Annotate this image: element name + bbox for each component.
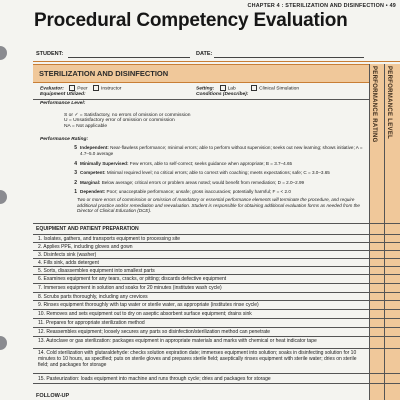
evaluator-row	[40, 85, 121, 91]
checklist-item: 8. Scrubs parts thoroughly, including any crevices	[38, 294, 148, 300]
checklist-item: 15. Pasteurization: loads equipment into machine and runs through cycle; dries and packages for storage	[38, 376, 271, 382]
equipment-utilized-label: Equipment Utilized:	[40, 92, 86, 97]
performance-rating-header: PERFORMANCE RATING	[371, 66, 377, 143]
rating-number: 3	[74, 170, 77, 176]
evaluator-label: Evaluator:	[40, 86, 64, 92]
page-title: Procedural Competency Evaluation	[34, 10, 348, 31]
rating-name: Marginal:	[80, 180, 101, 185]
equipment-section-title: EQUIPMENT AND PATIENT PREPARATION	[36, 226, 139, 232]
instructor-checkbox[interactable]	[93, 85, 99, 91]
chapter-header: CHAPTER 4 : STERILIZATION AND DISINFECTION • 49	[247, 3, 396, 9]
date-label: DATE:	[196, 51, 213, 57]
level-line: S or ✓ = Satisfactory, no errors of omission or commission	[64, 113, 191, 118]
performance-rating-label: Performance Rating:	[40, 137, 89, 142]
date-field[interactable]	[214, 57, 364, 58]
binder-hole	[0, 46, 7, 60]
rating-column-line	[369, 64, 370, 400]
rating-desc: Minimal required level; no critical errors; able to correct with coaching; meets expectations; safe; C = 3.0–3.65	[106, 170, 330, 175]
checklist-item: 7. Immerses equipment in solution and soaks for 20 minutes (institutes wash cycle)	[38, 285, 222, 291]
setting-row	[196, 85, 299, 91]
checklist-item: 10. Removes and sets equipment out to dry on aseptic absorbent surface equipment; drains sink	[38, 311, 252, 317]
rating-desc: Near-flawless performance; minimal errors; able to perform without supervision; seeks out new learning; shows initiative; A = 4.7–5.0 average	[80, 145, 363, 156]
peer-option: Peer	[77, 86, 88, 92]
checklist-item: 6. Examines equipment for any tears, cracks, or pitting; discards defective equipment	[38, 276, 227, 282]
clinical-simulation-checkbox[interactable]	[251, 85, 257, 91]
performance-level-label: Performance Level:	[40, 101, 86, 106]
student-label: STUDENT:	[36, 51, 64, 57]
checklist-row	[33, 348, 400, 374]
rating-name: Dependent:	[80, 189, 106, 194]
rating-description	[80, 170, 364, 176]
divider	[33, 61, 400, 62]
rating-number: 5	[74, 145, 77, 151]
rating-number: 2	[74, 180, 77, 186]
peer-checkbox[interactable]	[69, 85, 75, 91]
checklist-item: 5. Sorts, disassembles equipment into smallest parts	[38, 268, 155, 274]
rating-description	[80, 180, 364, 186]
rating-name: Competent:	[80, 170, 106, 175]
checklist-item: 12. Reassembles equipment; loosely secures any parts so disinfection/sterilization method can penetrate	[38, 329, 271, 335]
lab-checkbox[interactable]	[220, 85, 226, 91]
rating-desc: Poor; unacceptable performance; unsafe; gross inaccuracies; potentially harmful; F = < 2.0	[106, 189, 291, 194]
binder-hole	[0, 336, 7, 350]
rating-description	[80, 161, 364, 167]
rating-description	[80, 189, 364, 195]
section-title: STERILIZATION AND DISINFECTION	[39, 69, 169, 78]
instructor-option: Instructor	[100, 86, 122, 92]
followup-title: FOLLOW-UP	[36, 393, 70, 399]
rating-desc: Below average; critical errors or problem areas noted; would benefit from remediation; D = 2.0–2.99	[101, 180, 305, 185]
checklist-item: 13. Autoclave or gas sterilization: packages equipment in appropriate materials and marks with chemical or heat indicator tape	[38, 338, 317, 344]
equipment-utilized-row	[40, 92, 86, 97]
rating-desc: Few errors, able to self-correct; seeks guidance when appropriate; B = 3.7–4.65	[129, 161, 293, 166]
setting-label: Setting:	[196, 86, 215, 92]
checklist-item: 2. Applies PPE, including gloves and gown	[38, 244, 133, 250]
section-header	[33, 64, 369, 83]
rating-number: 1	[74, 189, 77, 195]
level-column-line	[384, 64, 385, 400]
binder-hole	[0, 190, 7, 204]
checklist-end-divider	[33, 383, 400, 384]
level-line: U = Unsatisfactory error of omission or commission	[64, 118, 175, 123]
checklist-item: 3. Disinfects sink (washer)	[38, 252, 97, 258]
checklist-item: 14. Cold sterilization with glutaraldehyde: checks solution expiration date; immerses equipment into solution; soaks in disinfecting solution for 10 minutes to 10 hours, as specified; puts on sterile gloves and prepares sterile field; aseptically rinses equipment with sterile water; dries on sterile field; and packages for storage	[38, 350, 357, 368]
checklist-item: 11. Prepares for appropriate sterilization method	[38, 320, 145, 326]
conditions-label: Conditions (Describe):	[196, 92, 249, 97]
termination-note: Two or more errors of commission or omission of mandatory or essential performance elements will terminate the procedure, and require additional practice and/or remediation and reevaluation. Student is responsible for obtaining additional evaluation forms as needed from the Director of Clinical Education (DCE).	[77, 197, 360, 214]
rating-description	[80, 145, 364, 156]
student-field[interactable]	[68, 57, 190, 58]
checklist-item: 1. Isolates, gathers, and transports equipment to processing site	[38, 236, 181, 242]
checklist-item: 4. Fills sink, adds detergent	[38, 260, 99, 266]
checklist-item: 9. Rinses equipment thoroughly with tap water or sterile water, as appropriate (institutes rinse cycle)	[38, 302, 259, 308]
conditions-row	[196, 92, 248, 97]
level-line: NA = Not applicable	[64, 124, 108, 129]
evaluator-divider	[33, 99, 369, 100]
rating-name: Minimally Supervised:	[80, 161, 129, 166]
clinical-simulation-option: Clinical Simulation	[259, 86, 300, 92]
rating-name: Independent:	[80, 145, 109, 150]
rating-number: 4	[74, 161, 77, 167]
lab-option: Lab	[227, 86, 236, 92]
section-divider	[33, 223, 400, 224]
performance-level-header: PERFORMANCE LEVEL	[386, 66, 392, 140]
